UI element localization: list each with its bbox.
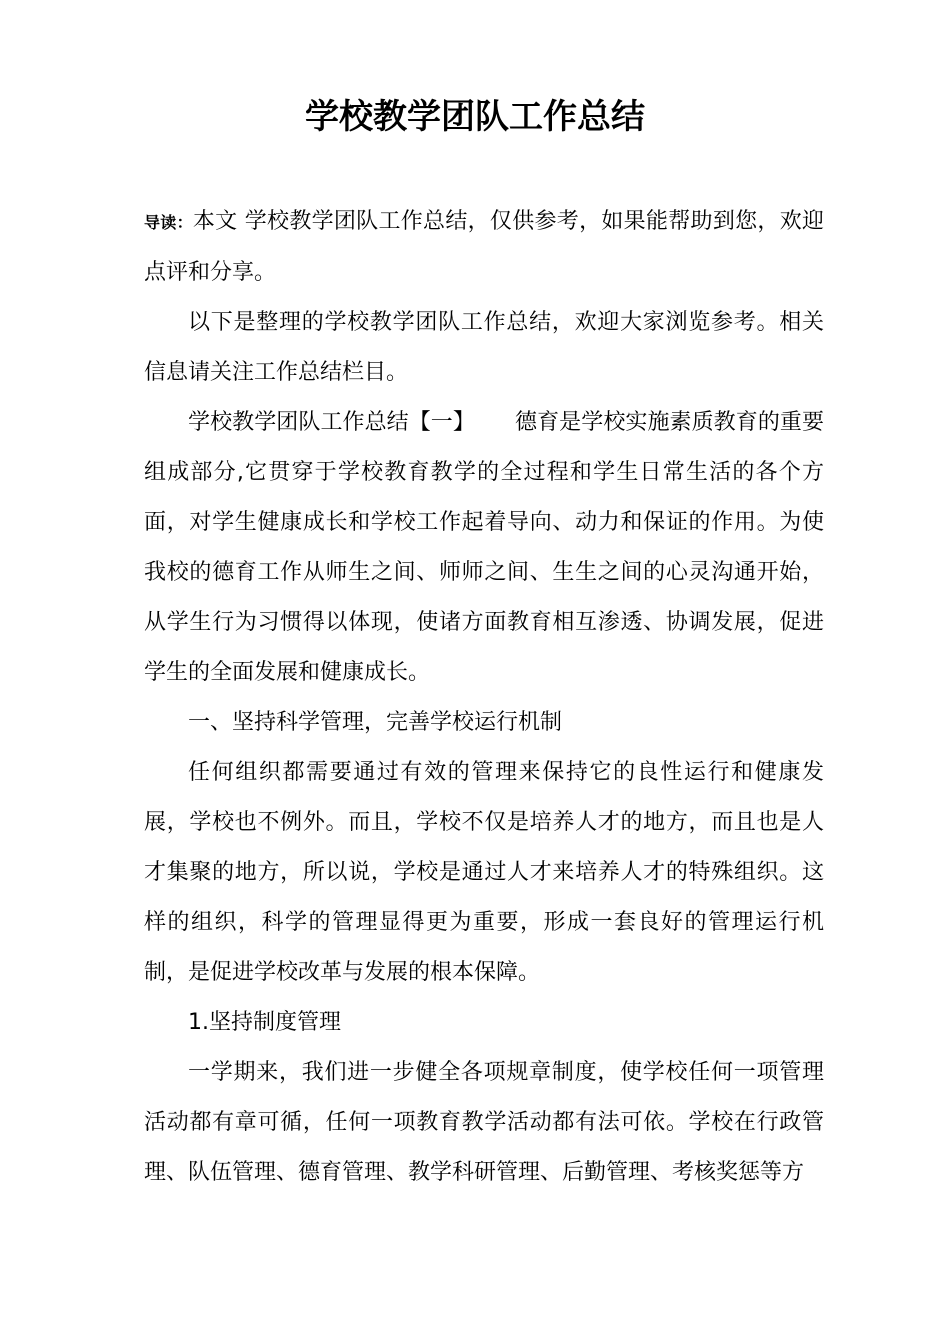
paragraph: 以下是整理的学校教学团队工作总结，欢迎大家浏览参考。相关信息请关注工作总结栏目。 bbox=[144, 310, 824, 385]
section-heading: 学校教学团队工作总结【一】 bbox=[188, 410, 475, 435]
subheading: 一、坚持科学管理，完善学校运行机制 bbox=[188, 710, 563, 735]
paragraph: 一学期来，我们进一步健全各项规章制度，使学校任何一项管理活动都有章可循，任何一项教育教学活动都有法可依。学校在行政管理、队伍管理、德育管理、教学科研管理、后勤管理、考核奖惩等方 bbox=[144, 1060, 824, 1185]
paragraph: 任何组织都需要通过有效的管理来保持它的良性运行和健康发展，学校也不例外。而且，学校不仅是培养人才的地方，而且也是人才集聚的地方，所以说，学校是通过人才来培养人才的特殊组织。这样的组织，科学的管理显得更为重要，形成一套良好的管理运行机制，是促进学校改革与发展的根本保障。 bbox=[144, 760, 824, 985]
intro-paragraph bbox=[144, 197, 824, 298]
document-title: 学校教学团队工作总结 bbox=[305, 97, 645, 137]
intro-label: 导读： bbox=[144, 213, 193, 232]
document-body bbox=[144, 197, 824, 1198]
paragraph-text: 德育是学校实施素质教育的重要组成部分,它贯穿于学校教育教学的全过程和学生日常生活的各个方面，对学生健康成长和学校工作起着导向、动力和保证的作用。为使我校的德育工作从师生之间、师师之间、生生之间的心灵沟通开始，从学生行为习惯得以体现，使诸方面教育相互渗透、协调发展，促进学生的全面发展和健康成长。 bbox=[144, 410, 824, 685]
intro-text: 本文 学校教学团队工作总结，仅供参考，如果能帮助到您，欢迎点评和分享。 bbox=[144, 209, 824, 285]
subheading: 1.坚持制度管理 bbox=[188, 1010, 341, 1035]
paragraph-with-heading bbox=[144, 398, 824, 698]
